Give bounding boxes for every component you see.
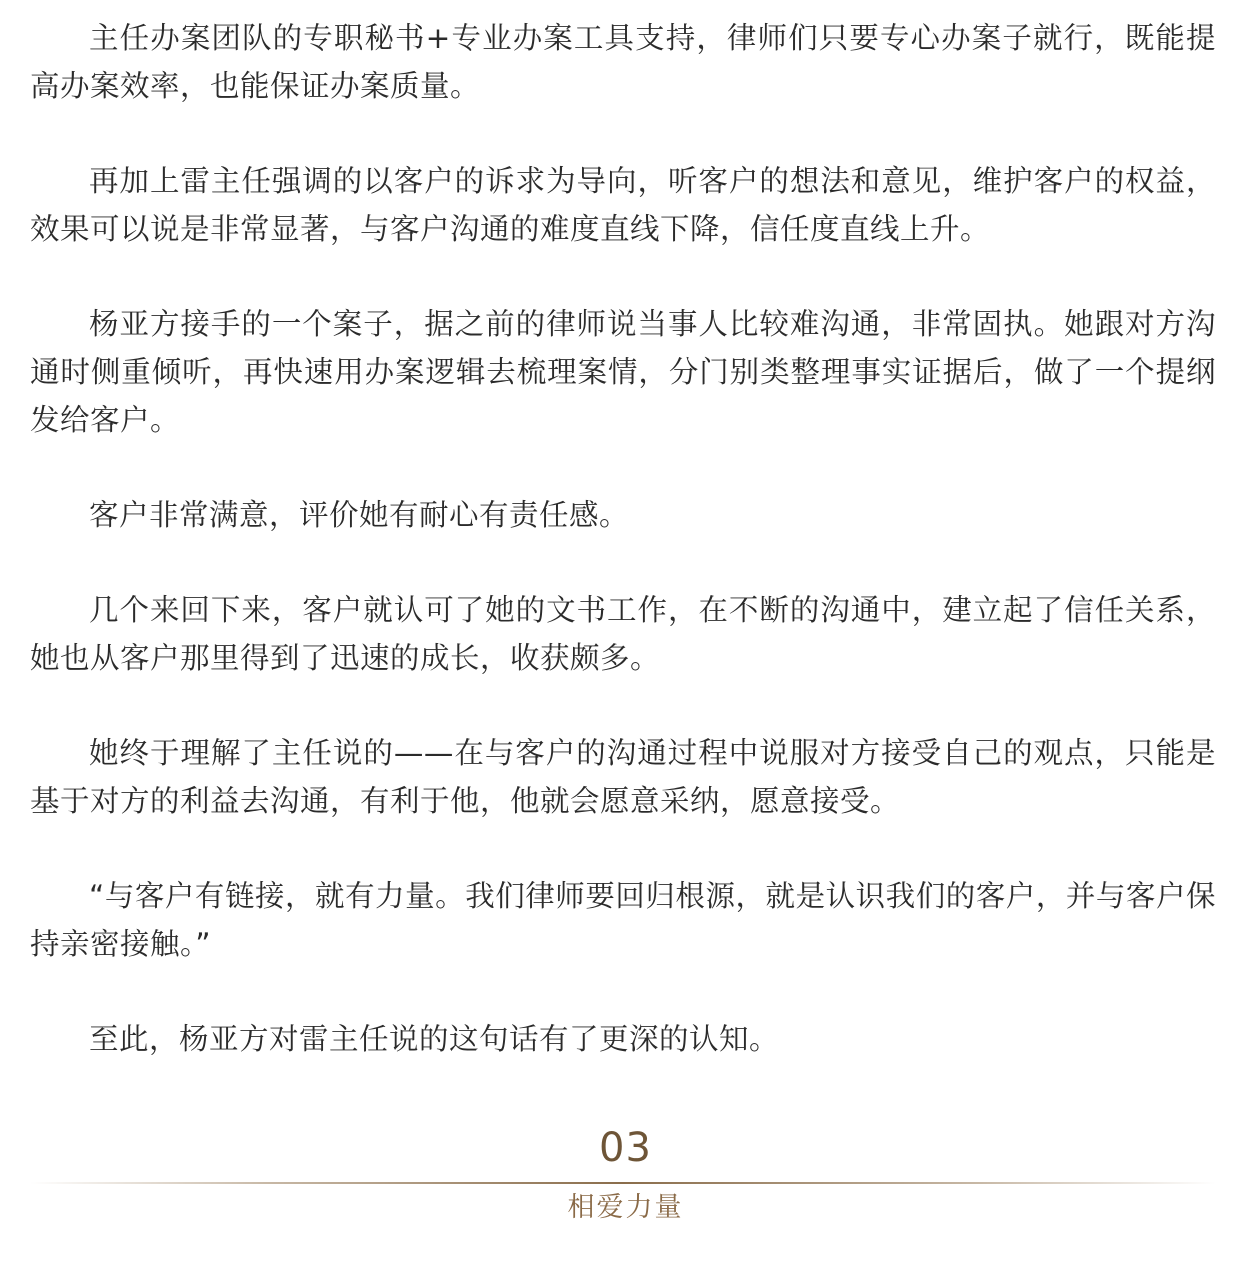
paragraph-4: 客户非常满意，评价她有耐心有责任感。 [89,498,630,532]
paragraph-5: 几个来回下来，客户就认可了她的文书工作，在不断的沟通中，建立起了信任关系，她也从客户那里得到了迅速的成长，收获颇多。 [30,593,1216,675]
paragraph-6: 她终于理解了主任说的——在与客户的沟通过程中说服对方接受自己的观点，只能是基于对方的利益去沟通，有利于他，他就会愿意采纳，愿意接受。 [30,736,1216,818]
article-body [30,14,1216,1110]
paragraph-2: 再加上雷主任强调的以客户的诉求为导向，听客户的想法和意见，维护客户的权益，效果可以说是非常显著，与客户沟通的难度直线下降，信任度直线上升。 [30,164,1216,246]
section-heading [0,1122,1251,1223]
paragraph-7: “与客户有链接，就有力量。我们律师要回归根源，就是认识我们的客户，并与客户保持亲密接触。” [30,879,1216,961]
section-title: 相爱力量 [567,1192,684,1223]
section-number: 03 [599,1125,652,1171]
section-divider [30,1182,1216,1184]
paragraph-8: 至此，杨亚方对雷主任说的这句话有了更深的认知。 [89,1022,780,1056]
paragraph-3: 杨亚方接手的一个案子，据之前的律师说当事人比较难沟通，非常固执。她跟对方沟通时侧重倾听，再快速用办案逻辑去梳理案情，分门别类整理事实证据后，做了一个提纲发给客户。 [30,307,1216,437]
paragraph-1: 主任办案团队的专职秘书+专业办案工具支持，律师们只要专心办案子就行，既能提高办案效率，也能保证办案质量。 [30,21,1216,103]
